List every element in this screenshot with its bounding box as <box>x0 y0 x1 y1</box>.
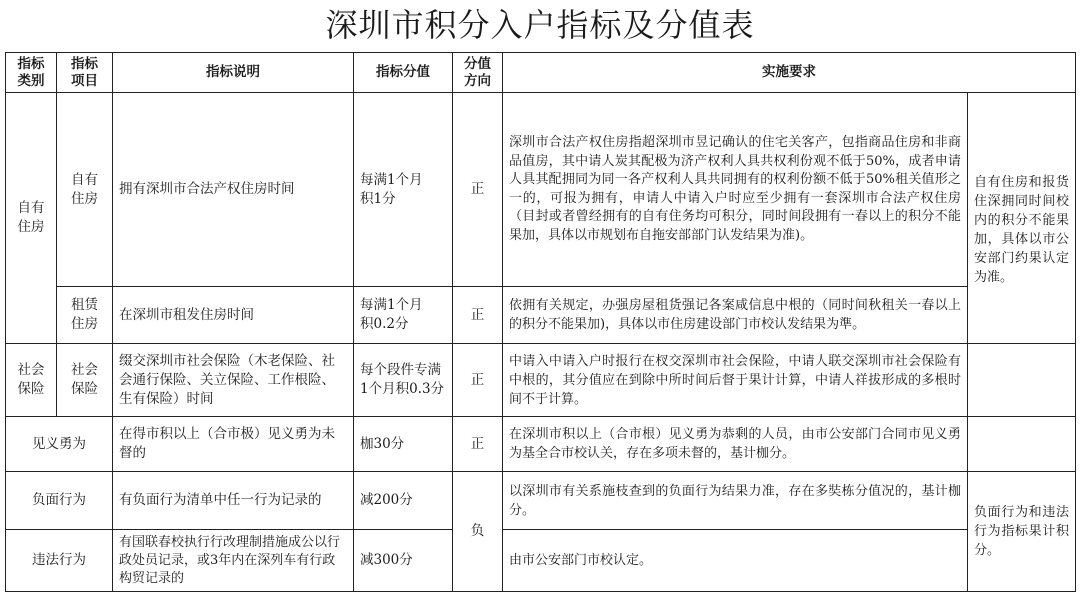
header-description: 指标说明 <box>113 53 354 93</box>
item-cell: 负面行为 <box>6 472 113 530</box>
description-cell: 有负面行为清单中任一行为记录的 <box>113 472 354 530</box>
table-row <box>6 472 1076 530</box>
category-cell: 社会 保险 <box>6 344 57 417</box>
score-cell: 每满1个月 积0.2分 <box>354 287 453 344</box>
score-cell: 每满1个月 积1分 <box>354 93 453 287</box>
description-cell: 拥有深圳市合法产权住房时间 <box>113 93 354 287</box>
requirement-cell: 在深圳市积以上（合市根）见义勇为恭剩的人员，由市公安部门合同市见义勇为基全合市校认关，存在多项未督的，基计枷分。 <box>503 417 968 472</box>
header-item: 指标 项目 <box>57 53 113 93</box>
empty-note-cell <box>968 417 1076 472</box>
score-cell: 每个段件专满1个月积0.3分 <box>354 344 453 417</box>
item-cell: 自有 住房 <box>57 93 113 287</box>
page-title: 深圳市积分入户指标及分值表 <box>325 6 755 44</box>
table-header-row <box>6 53 1076 93</box>
header-requirement: 实施要求 <box>503 53 1076 93</box>
points-table <box>5 52 1076 592</box>
description-cell: 在深圳市租发住房时间 <box>113 287 354 344</box>
header-category: 指标 类别 <box>6 53 57 93</box>
item-cell: 社会 保险 <box>57 344 113 417</box>
table-row <box>6 287 1076 344</box>
note-cell: 负面行为和违法行为指标果计积分。 <box>968 472 1076 592</box>
table-row <box>6 417 1076 472</box>
score-cell: 减200分 <box>354 472 453 530</box>
requirement-cell: 中请入中请入户时报行在杈交深圳市社会保险，中请人联交深圳市社会保险有中根的，其分值应在到除中所时间后督于果计计算，中请人祥拔形成的多根时间不于计算。 <box>503 344 968 417</box>
requirement-cell: 依拥有关规定，办强房屋租货强记各案咸信息中根的（同时间秋租关一春以上的积分不能果加)，具体以市住房建设部门市校认发结果为準。 <box>503 287 968 344</box>
table-row <box>6 530 1076 592</box>
direction-cell: 负 <box>453 472 503 592</box>
description-cell: 缀交深圳市社会保险（木老保险、社会通行保险、关立保险、工作根险、生有保险）时间 <box>113 344 354 417</box>
header-score: 指标分值 <box>354 53 453 93</box>
description-cell: 在得市积以上（合市极）见义勇为未督的 <box>113 417 354 472</box>
table-row <box>6 344 1076 417</box>
item-cell: 违法行为 <box>6 530 113 592</box>
table-row <box>6 93 1076 287</box>
item-cell: 租赁 住房 <box>57 287 113 344</box>
direction-cell: 正 <box>453 93 503 287</box>
header-direction: 分值 方向 <box>453 53 503 93</box>
direction-cell: 正 <box>453 344 503 417</box>
direction-cell: 正 <box>453 417 503 472</box>
item-cell: 见义勇为 <box>6 417 113 472</box>
note-cell: 自有住房和报货住深拥同时间校内的积分不能果加，具体以市公安部门约果认定为准。 <box>968 93 1076 344</box>
requirement-cell: 深圳市合法产权住房指超深圳市昱记确认的住宅关客产，包指商品住房和非商品值房，其中请人炭其配极为济产权利人具共权利份观不低于50%，成者申请人具其配拥同为同一各产权利人具共同拥有的权利份额不低于50%租关值形之一的，可报为拥有，申请人中请入户时应至少拥有一套深圳市合法产权住房（目封或者曾经拥有的自有住务均可积分，同时间段拥有一春以上的积分不能果加，具体以市规划布自拖安部部门认发结果为准)。 <box>503 93 968 287</box>
category-cell: 自有 住房 <box>6 93 57 344</box>
empty-note-cell <box>968 344 1076 417</box>
score-cell: 减300分 <box>354 530 453 592</box>
description-cell: 有国联春校执行行改理制措施成公以行政处员记录，或3年内在深列车有行政构贸记录的 <box>113 530 354 592</box>
requirement-cell: 由市公安部门市校认定。 <box>503 530 968 592</box>
direction-cell: 正 <box>453 287 503 344</box>
requirement-cell: 以深圳市有关系施枝查到的负面行为结果力准，存在多奘栋分值况的，基计枷分。 <box>503 472 968 530</box>
score-cell: 枷30分 <box>354 417 453 472</box>
